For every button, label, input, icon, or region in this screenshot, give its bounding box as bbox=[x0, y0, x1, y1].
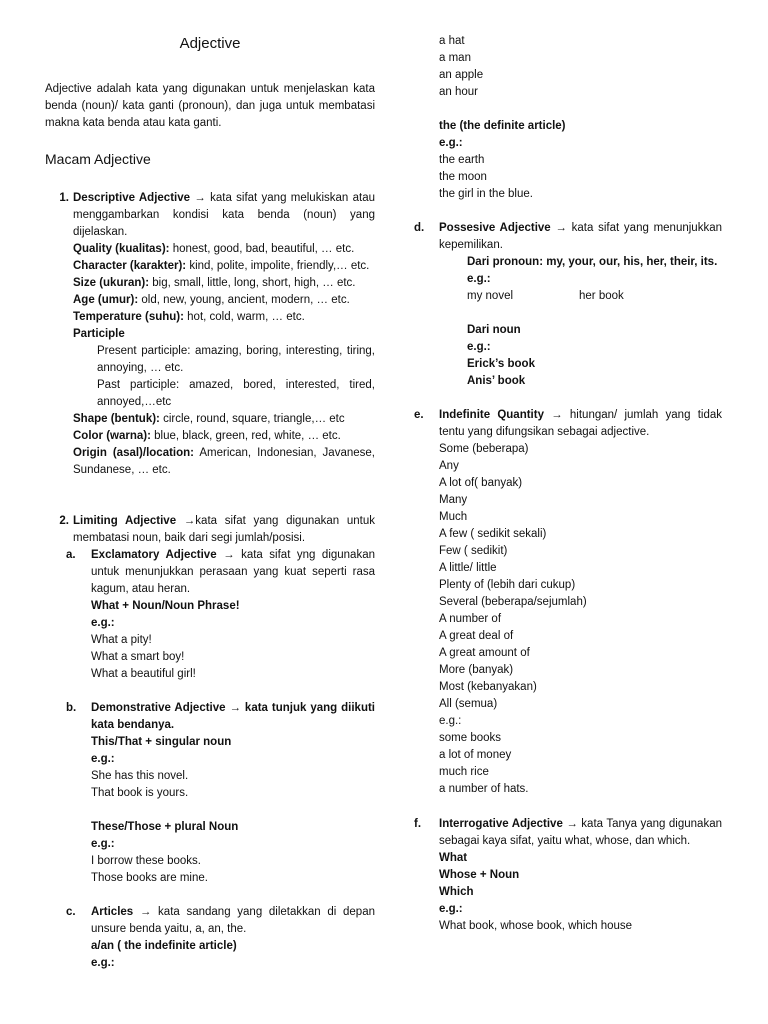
demonstrative-definition bbox=[91, 700, 375, 734]
interrogative-adjective-section bbox=[414, 816, 722, 935]
quantity-item: Several (beberapa/sejumlah) bbox=[439, 596, 587, 608]
color-label: Color (warna): bbox=[73, 430, 151, 442]
exclamatory-heading: Exclamatory Adjective → bbox=[91, 549, 235, 561]
articles-continued bbox=[439, 33, 722, 203]
example-line: What a pity! bbox=[91, 634, 152, 646]
quantity-item: Much bbox=[439, 511, 468, 523]
indefinite-quantity-section bbox=[414, 407, 722, 798]
interrogative-word: Whose + Noun bbox=[439, 869, 520, 881]
size-text: big, small, little, long, short, high, … etc. bbox=[149, 277, 356, 289]
example-line: the earth bbox=[439, 154, 485, 166]
item-letter: d. bbox=[414, 222, 425, 234]
example-line: her book bbox=[579, 290, 624, 302]
item-letter: a. bbox=[66, 549, 76, 561]
origin-text: American, Indonesian, Javanese, Sundanese, … etc. bbox=[73, 447, 375, 476]
example-line: my novel bbox=[467, 290, 514, 302]
exclamatory-definition bbox=[91, 547, 375, 598]
possesive-lines bbox=[439, 254, 722, 390]
example-line: the moon bbox=[439, 171, 487, 183]
intro-paragraph: Adjective adalah kata yang digunakan untuk menjelaskan kata benda (noun)/ kata ganti (pronoun), dan juga untuk membatasi makna kata benda atau kata ganti. bbox=[45, 83, 375, 129]
quantity-item: A little/ little bbox=[439, 562, 497, 574]
size-line bbox=[73, 275, 375, 292]
exclamatory-lines bbox=[91, 598, 375, 683]
demonstrative-adjective-section bbox=[66, 700, 375, 887]
quality-line bbox=[73, 241, 375, 258]
item-letter: f. bbox=[414, 818, 422, 830]
limiting-heading: Limiting Adjective → bbox=[73, 515, 196, 527]
eg-label: e.g.: bbox=[91, 957, 115, 969]
item-number: 1. bbox=[59, 192, 69, 204]
example-line: a man bbox=[439, 52, 471, 64]
size-label: Size (ukuran): bbox=[73, 277, 150, 289]
quantity-item: Few ( sedikit) bbox=[439, 545, 508, 557]
limiting-adjective-section bbox=[59, 513, 375, 547]
interrogative-heading: Interrogative Adjective → bbox=[439, 818, 578, 830]
example-line: What a beautiful girl! bbox=[91, 668, 196, 680]
eg-label: e.g.: bbox=[439, 903, 463, 915]
example-line: Anis’ book bbox=[467, 375, 526, 387]
quantity-item: A great deal of bbox=[439, 630, 514, 642]
eg-label: e.g.: bbox=[439, 137, 463, 149]
example-line: a hat bbox=[439, 35, 465, 47]
definite-article-label: the (the definite article) bbox=[439, 120, 566, 132]
quantity-item: More (banyak) bbox=[439, 664, 514, 676]
demonstrative-formula-2: These/Those + plural Noun bbox=[91, 821, 239, 833]
eg-label: e.g.: bbox=[467, 341, 491, 353]
exclamatory-formula: What + Noun/Noun Phrase! bbox=[91, 600, 240, 612]
limiting-definition bbox=[73, 513, 375, 547]
articles-desc: kata sandang yang diletakkan di depan unsure benda yaitu, a, an, the. bbox=[91, 906, 375, 935]
descriptive-definition bbox=[73, 190, 375, 241]
temperature-line bbox=[73, 309, 375, 326]
origin-label: Origin (asal)/location: bbox=[73, 447, 194, 459]
example-line: What a smart boy! bbox=[91, 651, 185, 663]
temperature-text: hot, cold, warm, … etc. bbox=[183, 311, 305, 323]
example-line: an hour bbox=[439, 86, 479, 98]
quality-text: honest, good, bad, beautiful, … etc. bbox=[169, 243, 355, 255]
possesive-definition bbox=[439, 220, 722, 254]
quantity-item: Any bbox=[439, 460, 459, 472]
example-line: a number of hats. bbox=[439, 783, 529, 795]
spacer bbox=[439, 101, 722, 118]
interrogative-lines bbox=[439, 850, 722, 935]
exclamatory-adjective-section bbox=[66, 547, 375, 683]
participle-label bbox=[73, 326, 375, 343]
quantity-item: Some (beberapa) bbox=[439, 443, 529, 455]
item-letter: c. bbox=[66, 906, 76, 918]
from-noun-label: Dari noun bbox=[467, 324, 521, 336]
demonstrative-heading: Demonstrative Adjective → kata tunjuk yang diikuti kata bendanya. bbox=[91, 702, 375, 731]
indefinite-heading: Indefinite Quantity → bbox=[439, 409, 563, 421]
eg-label: e.g.: bbox=[91, 753, 115, 765]
example-line: That book is yours. bbox=[91, 787, 189, 799]
present-participle: Present participle: amazing, boring, interesting, tiring, annoying, … etc. bbox=[97, 345, 375, 374]
eg-label: e.g.: bbox=[91, 617, 115, 629]
example-line: some books bbox=[439, 732, 502, 744]
possesive-examples-row bbox=[467, 288, 722, 305]
participle-heading: Participle bbox=[73, 328, 125, 340]
interrogative-desc: kata Tanya yang digunakan sebagai kaya sifat, yaitu what, whose, dan which. bbox=[439, 818, 722, 847]
possesive-adjective-section bbox=[414, 220, 722, 390]
age-line bbox=[73, 292, 375, 309]
example-line: an apple bbox=[439, 69, 484, 81]
quality-label: Quality (kualitas): bbox=[73, 243, 170, 255]
quantity-item: A number of bbox=[439, 613, 502, 625]
quantity-item: All (semua) bbox=[439, 698, 498, 710]
eg-label: e.g.: bbox=[91, 838, 115, 850]
shape-line bbox=[73, 411, 375, 428]
articles-heading: Articles → bbox=[91, 906, 152, 918]
color-text: blue, black, green, red, white, … etc. bbox=[150, 430, 341, 442]
example-line: a lot of money bbox=[439, 749, 512, 761]
descriptive-desc: kata sifat yang melukiskan atau menggambarkan kondisi kata benda (noun) yang dijelaskan. bbox=[73, 192, 375, 238]
interrogative-word: What bbox=[439, 852, 468, 864]
example-line: What book, whose book, which house bbox=[439, 920, 633, 932]
example-line: much rice bbox=[439, 766, 489, 778]
eg-label: e.g.: bbox=[439, 715, 462, 727]
example-line: She has this novel. bbox=[91, 770, 189, 782]
demonstrative-lines bbox=[91, 734, 375, 887]
possesive-desc: kata sifat yang menunjukkan kepemilikan. bbox=[439, 222, 722, 251]
example-line: the girl in the blue. bbox=[439, 188, 533, 200]
origin-line bbox=[73, 445, 375, 479]
quantity-item: Plenty of (lebih dari cukup) bbox=[439, 579, 576, 591]
interrogative-definition bbox=[439, 816, 722, 850]
eg-label: e.g.: bbox=[467, 273, 491, 285]
quantity-item: A lot of( banyak) bbox=[439, 477, 523, 489]
temperature-label: Temperature (suhu): bbox=[73, 311, 184, 323]
indefinite-items bbox=[439, 441, 722, 798]
age-label: Age (umur): bbox=[73, 294, 139, 306]
from-pronoun-label: Dari pronoun: my, your, our, his, her, their, its. bbox=[467, 256, 718, 268]
articles-indef-lines bbox=[91, 938, 375, 972]
past-participle: Past participle: amazed, bored, interested, tired, annoyed,…etc bbox=[97, 379, 375, 408]
item-letter: b. bbox=[66, 702, 77, 714]
shape-label: Shape (bentuk): bbox=[73, 413, 160, 425]
descriptive-heading: Descriptive Adjective → bbox=[73, 192, 206, 204]
character-text: kind, polite, impolite, friendly,… etc. bbox=[186, 260, 370, 272]
indefinite-desc: hitungan/ jumlah yang tidak tentu yang difungsikan sebagai adjective. bbox=[439, 409, 722, 438]
item-letter: e. bbox=[414, 409, 424, 421]
example-line: I borrow these books. bbox=[91, 855, 201, 867]
example-line: Erick’s book bbox=[467, 358, 535, 370]
example-line: Those books are mine. bbox=[91, 872, 208, 884]
character-line bbox=[73, 258, 375, 275]
articles-definition bbox=[91, 904, 375, 938]
item-number: 2. bbox=[59, 515, 69, 527]
descriptive-adjective-section bbox=[59, 190, 375, 479]
articles-section bbox=[66, 904, 375, 972]
quantity-item: Most (kebanyakan) bbox=[439, 681, 537, 693]
character-label: Character (karakter): bbox=[73, 260, 187, 272]
possesive-heading: Possesive Adjective → bbox=[439, 222, 567, 234]
exclamatory-desc: kata sifat yng digunakan untuk menunjukkan perasaan yang kuat seperti rasa kagum, atau heran. bbox=[91, 549, 375, 595]
indefinite-article-label: a/an ( the indefinite article) bbox=[91, 940, 237, 952]
quantity-item: A great amount of bbox=[439, 647, 530, 659]
section-heading: Macam Adjective bbox=[45, 151, 151, 167]
age-text: old, new, young, ancient, modern, … etc. bbox=[138, 294, 350, 306]
shape-text: circle, round, square, triangle,… etc bbox=[159, 413, 345, 425]
quantity-item: Many bbox=[439, 494, 468, 506]
page-title: Adjective bbox=[179, 35, 241, 52]
limiting-desc: kata sifat yang digunakan untuk membatasi noun, baik dari segi jumlah/posisi. bbox=[73, 515, 375, 544]
color-line bbox=[73, 428, 375, 445]
spacer bbox=[467, 305, 722, 322]
spacer bbox=[91, 802, 375, 819]
demonstrative-formula-1: This/That + singular noun bbox=[91, 736, 232, 748]
quantity-item: A few ( sedikit sekali) bbox=[439, 528, 547, 540]
interrogative-word: Which bbox=[439, 886, 474, 898]
indefinite-definition bbox=[439, 407, 722, 441]
